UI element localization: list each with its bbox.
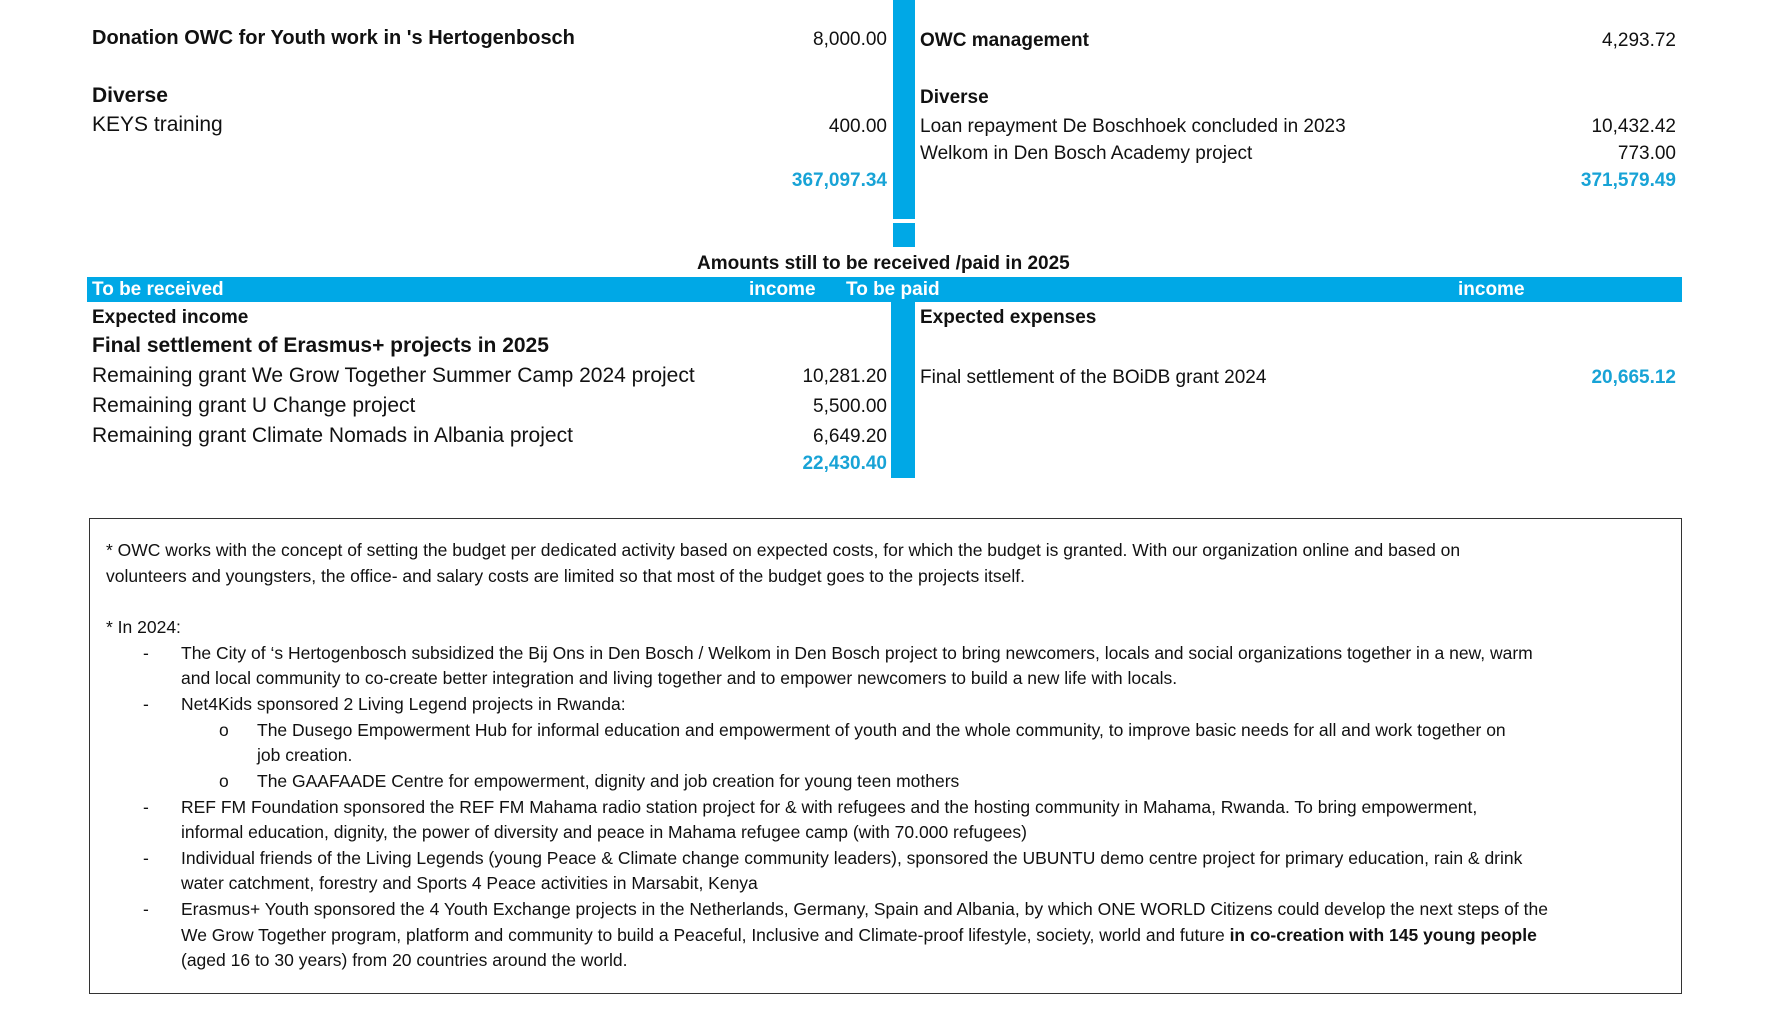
income-left-header: income <box>749 279 816 300</box>
list-dash: - <box>143 797 149 817</box>
to-be-paid-header: To be paid <box>846 279 940 300</box>
income-diverse-heading: Diverse <box>92 84 168 107</box>
grant-row-amount: 10,281.20 <box>802 366 887 387</box>
loan-repayment-label: Loan repayment De Boschhoek concluded in 2023 <box>920 116 1346 137</box>
list-dash: - <box>143 643 149 663</box>
loan-repayment-amount: 10,432.42 <box>1591 116 1676 137</box>
boidb-settlement-label: Final settlement of the BOiDB grant 2024 <box>920 367 1267 388</box>
expenses-diverse-heading: Diverse <box>920 87 989 108</box>
owc-management-amount: 4,293.72 <box>1602 30 1676 51</box>
erasmus-settlement-heading: Final settlement of Erasmus+ projects in 2025 <box>92 334 549 357</box>
notes-reffm-line-1: REF FM Foundation sponsored the REF FM Mahama radio station project for & with refugees and the hosting community in Mahama, Rwanda. To bring empowerment, <box>181 797 1478 817</box>
list-bullet: o <box>219 771 229 791</box>
list-dash: - <box>143 899 149 919</box>
notes-budget-line-2: volunteers and youngsters, the office- and salary costs are limited so that most of the budget goes to the projects itself. <box>106 566 1025 586</box>
welkom-academy-label: Welkom in Den Bosch Academy project <box>920 143 1253 164</box>
notes-dusego-line-2: job creation. <box>257 745 353 765</box>
expenses-total: 371,579.49 <box>1580 170 1676 191</box>
outstanding-title: Amounts still to be received /paid in 2025 <box>697 253 1070 274</box>
notes-2024-heading: * In 2024: <box>106 617 181 637</box>
notes-city-line-1: The City of ‘s Hertogenbosch subsidized the Bij Ons in Den Bosch / Welkom in Den Bosch project to bring newcomers, locals and social organizations together in a new, warm <box>181 643 1533 663</box>
welkom-academy-amount: 773.00 <box>1617 143 1676 164</box>
column-separator-bottom <box>891 300 915 478</box>
grant-row-amount: 5,500.00 <box>813 396 887 417</box>
donation-amount: 8,000.00 <box>813 29 887 50</box>
expected-income-total: 22,430.40 <box>802 453 887 474</box>
expected-expenses-heading: Expected expenses <box>920 307 1097 328</box>
notes-reffm-line-2: informal education, dignity, the power of diversity and peace in Mahama refugee camp (with 70.000 refugees) <box>181 822 1027 842</box>
notes-erasmus-line-2-text: We Grow Together program, platform and community to build a Peaceful, Inclusive and Climate-proof lifestyle, society, world and future <box>181 925 1225 945</box>
notes-erasmus-highlight: in co-creation with 145 young people <box>1229 925 1537 945</box>
expected-income-heading: Expected income <box>92 307 249 328</box>
grant-row-label: Remaining grant We Grow Together Summer Camp 2024 project <box>92 364 695 387</box>
grant-row-label: Remaining grant U Change project <box>92 394 416 417</box>
notes-gaafaade: The GAAFAADE Centre for empowerment, dignity and job creation for young teen mothers <box>257 771 960 791</box>
notes-erasmus-line-2 <box>181 925 1537 946</box>
list-dash: - <box>143 848 149 868</box>
grant-row-label: Remaining grant Climate Nomads in Albania project <box>92 424 573 447</box>
notes-net4kids: Net4Kids sponsored 2 Living Legend projects in Rwanda: <box>181 694 626 714</box>
list-dash: - <box>143 694 149 714</box>
column-separator-top <box>893 0 915 219</box>
outstanding-header-band <box>87 277 1682 302</box>
notes-budget-line-1: * OWC works with the concept of setting the budget per dedicated activity based on expected costs, for which the budget is granted. With our organization online and based on <box>106 540 1461 560</box>
income-total: 367,097.34 <box>791 170 887 191</box>
owc-management-label: OWC management <box>920 30 1089 51</box>
grant-row-amount: 6,649.20 <box>813 426 887 447</box>
notes-friends-line-1: Individual friends of the Living Legends (young Peace & Climate change community leaders), sponsored the UBUNTU demo centre project for primary education, rain & drink <box>181 848 1523 868</box>
keys-training-label: KEYS training <box>92 113 223 136</box>
notes-erasmus-line-3: (aged 16 to 30 years) from 20 countries around the world. <box>181 950 628 970</box>
to-be-received-header: To be received <box>92 279 224 300</box>
notes-friends-line-2: water catchment, forestry and Sports 4 Peace activities in Marsabit, Kenya <box>181 873 758 893</box>
notes-box <box>89 518 1682 994</box>
boidb-settlement-amount: 20,665.12 <box>1591 367 1676 388</box>
notes-dusego-line-1: The Dusego Empowerment Hub for informal education and empowerment of youth and the whole community, to improve basic needs for all and work together on <box>257 720 1506 740</box>
notes-erasmus-line-1: Erasmus+ Youth sponsored the 4 Youth Exchange projects in the Netherlands, Germany, Spain and Albania, by which ONE WORLD Citizens could develop the next steps of the <box>181 899 1548 919</box>
list-bullet: o <box>219 720 229 740</box>
column-separator-small <box>893 223 915 247</box>
income-right-header: income <box>1458 279 1525 300</box>
notes-city-line-2: and local community to co-create better integration and living together and to empower newcomers to build a new life with locals. <box>181 668 1178 688</box>
donation-label: Donation OWC for Youth work in 's Hertogenbosch <box>92 27 575 49</box>
keys-training-amount: 400.00 <box>828 116 887 137</box>
